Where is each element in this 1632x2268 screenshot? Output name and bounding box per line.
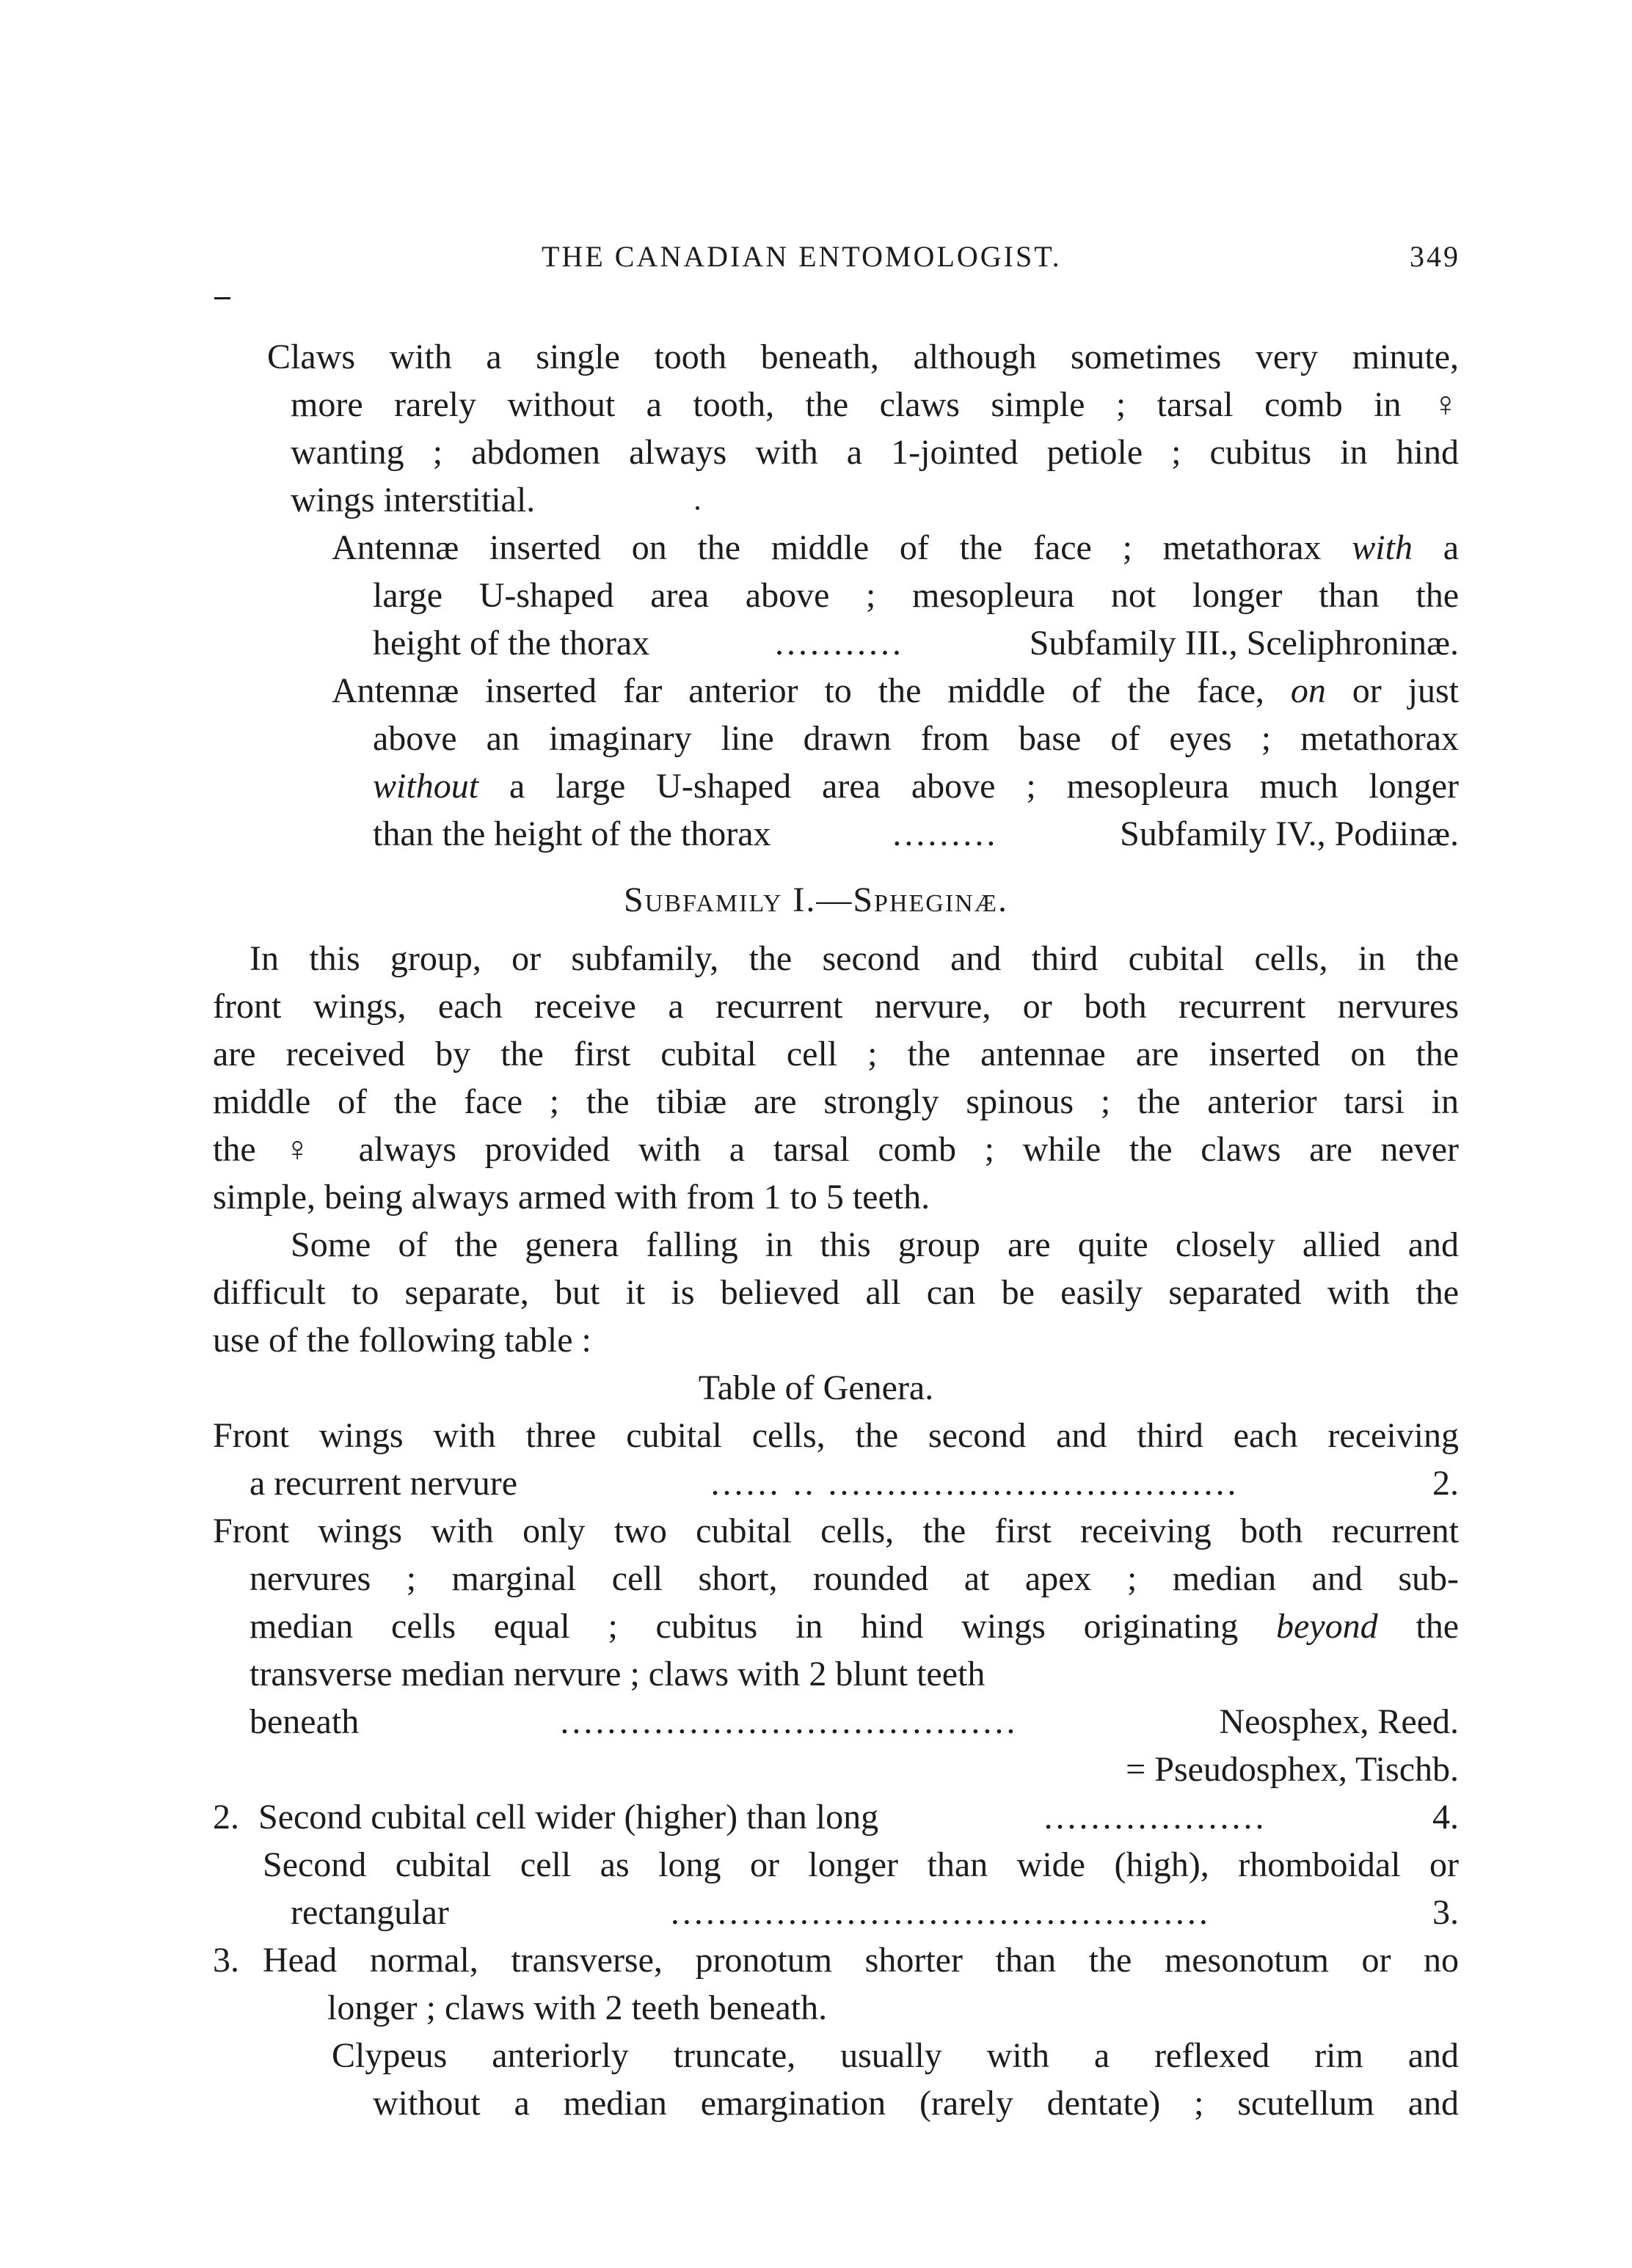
running-header-title: THE CANADIAN ENTOMOLOGIST.: [542, 240, 1062, 273]
text-line: simple, being always armed with from 1 to 5 teeth.: [213, 1178, 930, 1217]
section-heading: Subfamily I.—Spheginæ.: [624, 880, 1008, 919]
text-line: large U-shaped area above ; mesopleura not longer than the: [373, 576, 1459, 615]
text-line: longer ; claws with 2 teeth beneath.: [327, 1988, 828, 2027]
stray-dot: [696, 506, 699, 510]
text-line: difficult to separate, but it is believed all can be easily separated with the: [213, 1273, 1459, 1312]
text-line: the ♀ always provided with a tarsal comb ; while the claws are never: [213, 1130, 1459, 1169]
table-heading: Table of Genera.: [698, 1368, 934, 1407]
couplet-number: 3.: [213, 1941, 239, 1980]
text-line: Front wings with three cubital cells, the second and third each receiving: [213, 1416, 1459, 1455]
key-leader-line: height of the thorax ........... Subfamily III., Sceliphroninæ.: [373, 624, 1459, 663]
key-leader-line: a recurrent nervure ...... .. ................................... 2.: [249, 1464, 1459, 1503]
page-number: 349: [1410, 240, 1460, 273]
synonym-line: = Pseudosphex, Tischb.: [1126, 1750, 1459, 1789]
key-leader-line: Second cubital cell wider (higher) than long ................... 4.: [258, 1798, 1459, 1837]
text-line: Front wings with only two cubital cells, the first receiving both recurrent: [213, 1512, 1459, 1550]
text-line: more rarely without a tooth, the claws simple ; tarsal comb in ♀: [291, 385, 1459, 424]
key-leader-line: beneath ....................................... Neosphex, Reed.: [249, 1702, 1459, 1741]
text-line: Antennæ inserted on the middle of the face ; metathorax with a: [332, 528, 1460, 567]
text-line: use of the following table :: [213, 1321, 591, 1360]
margin-mark: [214, 297, 230, 299]
text-line: transverse median nervure ; claws with 2 blunt teeth: [249, 1655, 986, 1693]
text-line: wanting ; abdomen always with a 1-jointed petiole ; cubitus in hind: [291, 433, 1459, 472]
text-line: Claws with a single tooth beneath, although sometimes very minute,: [267, 338, 1459, 376]
key-leader-line: rectangular .............................................. 3.: [291, 1893, 1459, 1932]
text-line: are received by the first cubital cell ; the antennae are inserted on the: [213, 1035, 1459, 1073]
text-line: Some of the genera falling in this group are quite closely allied and: [291, 1225, 1459, 1264]
text-line: nervures ; marginal cell short, rounded at apex ; median and sub-: [249, 1559, 1459, 1598]
text-line: without a median emargination (rarely dentate) ; scutellum and: [373, 2084, 1459, 2123]
text-line: Second cubital cell as long or longer than wide (high), rhomboidal or: [263, 1845, 1459, 1884]
text-line: median cells equal ; cubitus in hind wings originating beyond the: [249, 1607, 1459, 1646]
couplet-number: 2.: [213, 1798, 239, 1837]
text-line: without a large U-shaped area above ; mesopleura much longer: [373, 767, 1459, 806]
text-line: above an imaginary line drawn from base of eyes ; metathorax: [373, 719, 1459, 758]
text-line: Head normal, transverse, pronotum shorter than the mesonotum or no: [263, 1941, 1459, 1980]
text-line: Clypeus anteriorly truncate, usually with a reflexed rim and: [332, 2036, 1459, 2075]
text-line: In this group, or subfamily, the second and third cubital cells, in the: [249, 939, 1459, 978]
text-line: middle of the face ; the tibiæ are strongly spinous ; the anterior tarsi in: [213, 1082, 1459, 1121]
key-leader-line: than the height of the thorax ......... Subfamily IV., Podiinæ.: [373, 814, 1459, 853]
text-line: Antennæ inserted far anterior to the middle of the face, on or just: [332, 671, 1459, 710]
text-line: wings interstitial.: [291, 481, 536, 519]
text-line: front wings, each receive a recurrent nervure, or both recurrent nervures: [213, 987, 1459, 1026]
